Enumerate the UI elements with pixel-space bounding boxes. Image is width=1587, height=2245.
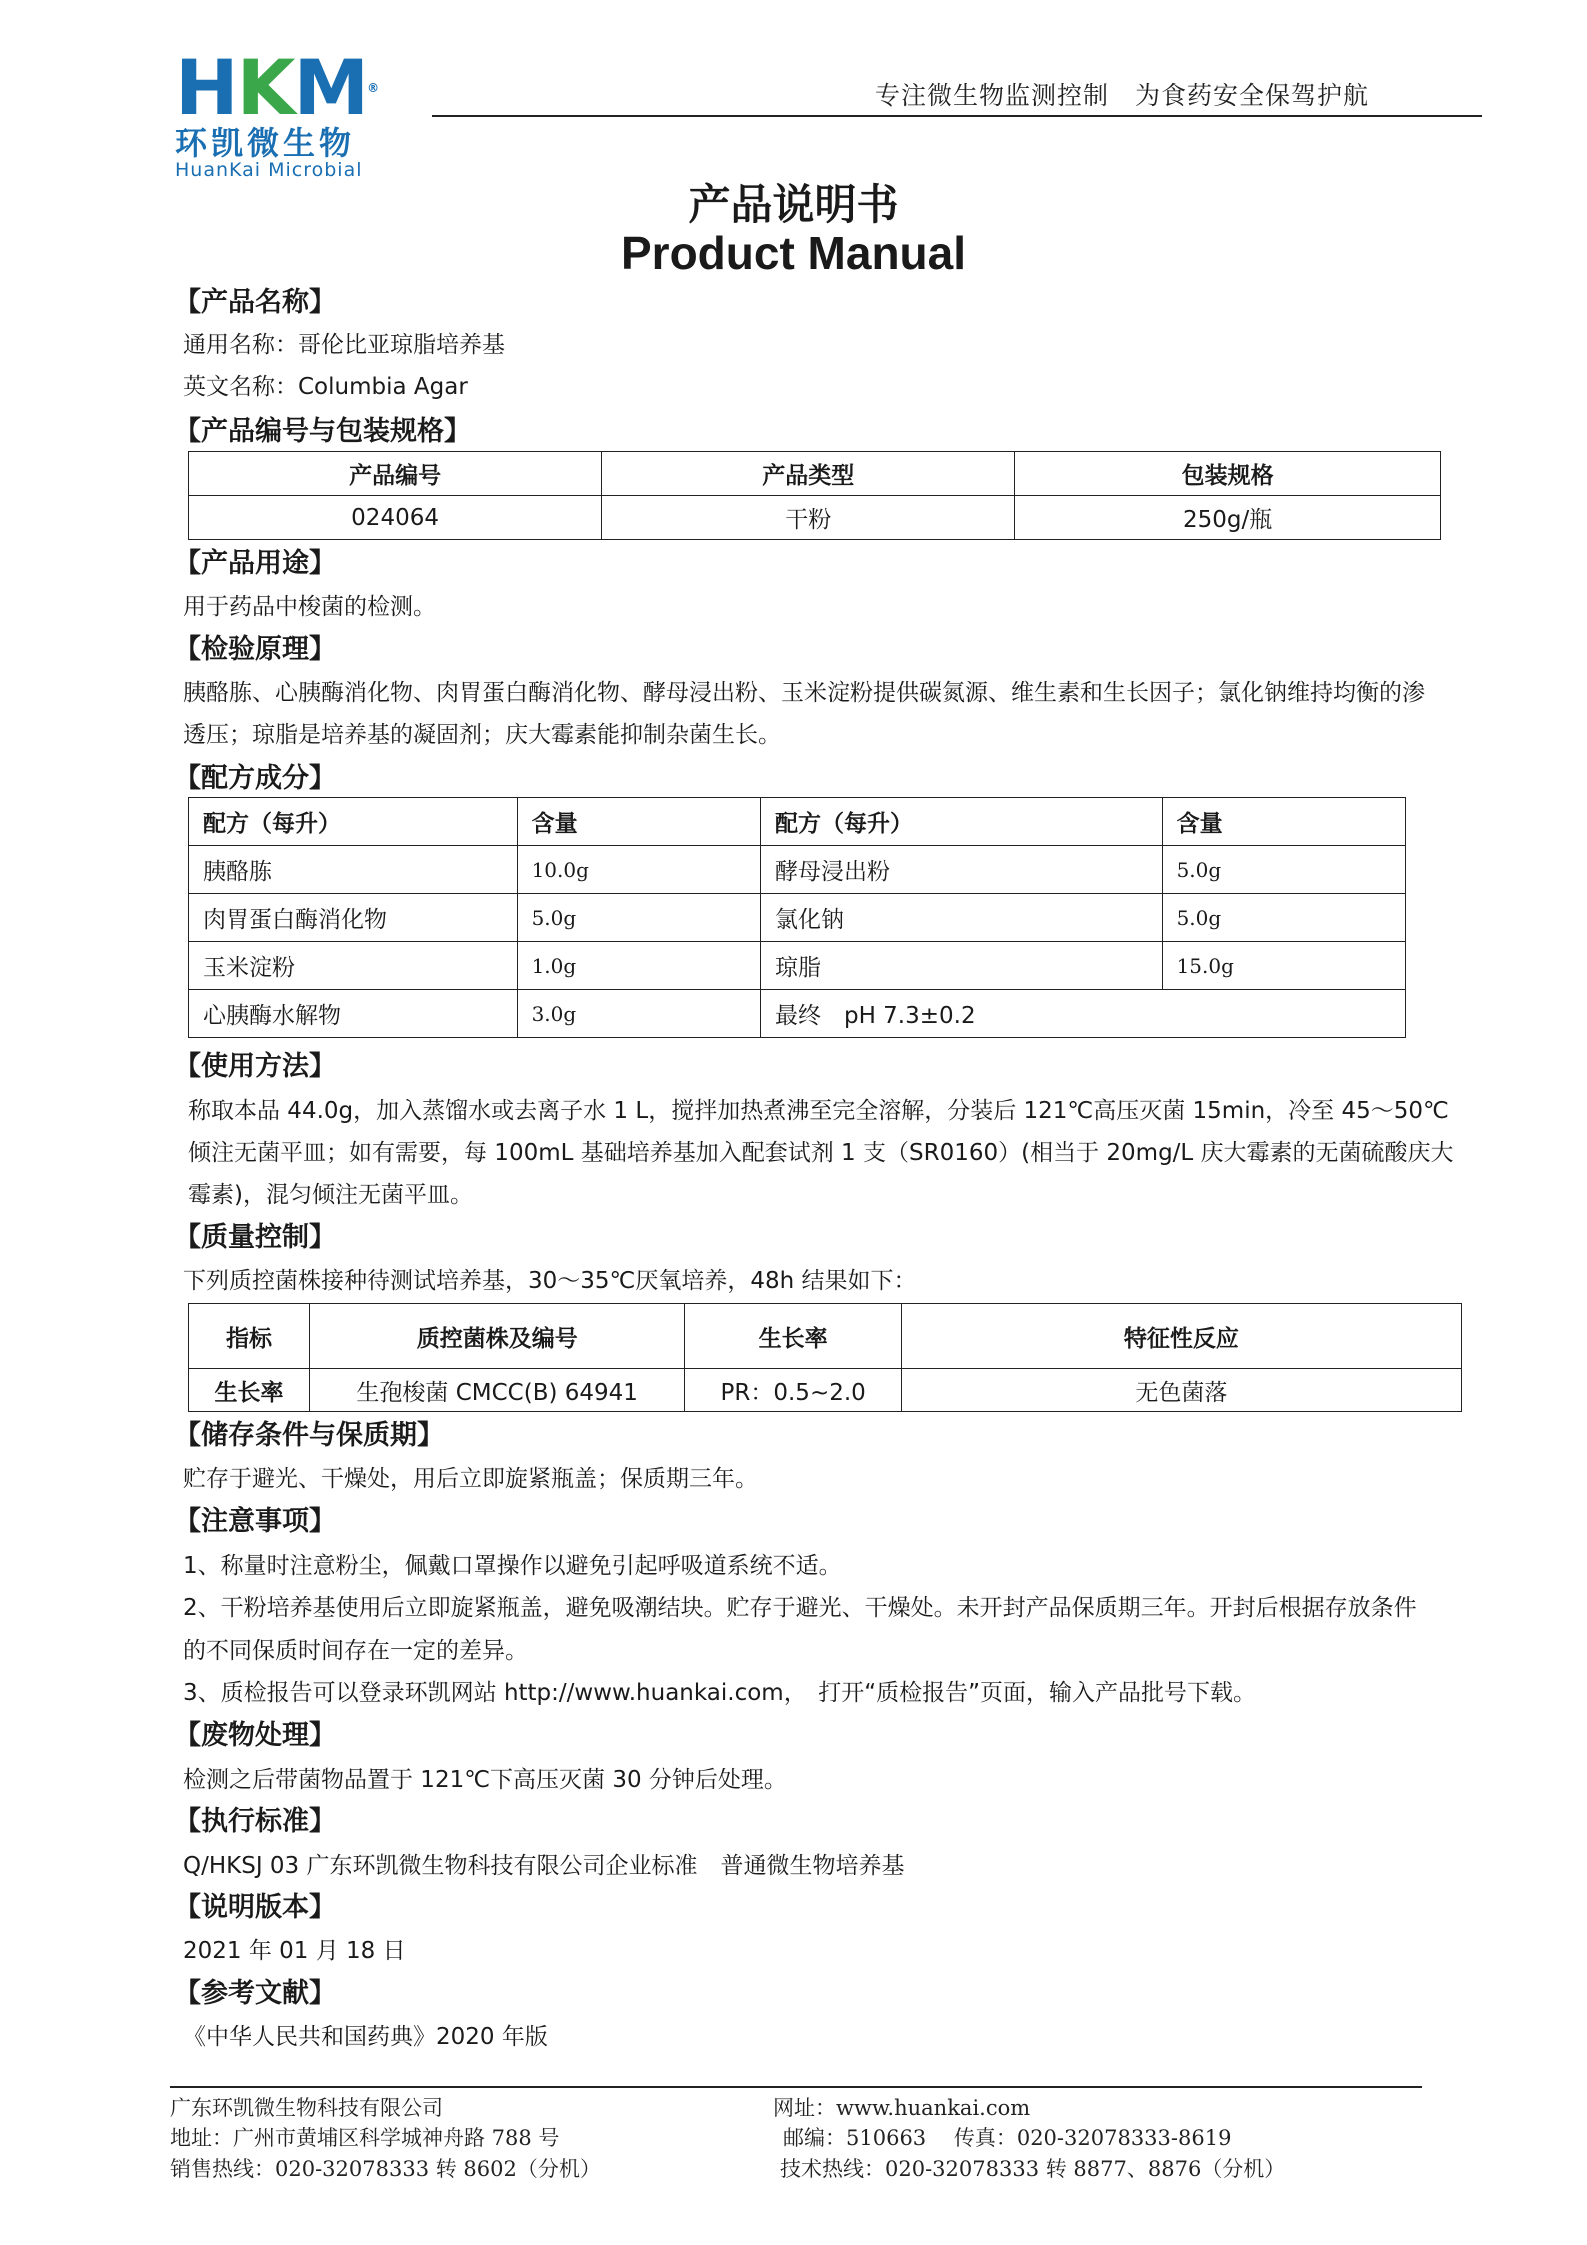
table-header-row (189, 452, 1441, 496)
section-heading-standard: 【执行标准】 (174, 1806, 336, 1837)
storage-text: 贮存于避光、干燥处，用后立即旋紧瓶盖；保质期三年。 (183, 1466, 758, 1492)
package-size: 250g/瓶 (1015, 496, 1441, 540)
table-header-cell: 指标 (189, 1304, 310, 1369)
table-row (189, 846, 1406, 894)
note-line: 的不同保质时间存在一定的差异。 (183, 1638, 528, 1664)
method-text-line: 霉素)，混匀倾注无菌平皿。 (188, 1182, 473, 1208)
table-row (189, 942, 1406, 990)
ingredient: 琼脂 (760, 942, 1162, 990)
footer-sales-hotline: 销售热线：020-32078333 转 8602（分机） (170, 2157, 601, 2181)
product-spec-table (188, 451, 1441, 540)
amount: 15.0g (1162, 942, 1405, 990)
qc-intro: 下列质控菌株接种待测试培养基，30～35℃厌氧培养，48h 结果如下： (183, 1268, 917, 1294)
logo-mark: HKM® (175, 43, 378, 132)
header-divider (432, 115, 1482, 117)
ingredient: 胰酪胨 (189, 846, 518, 894)
footer-divider (170, 2086, 1422, 2088)
amount: 3.0g (517, 990, 760, 1038)
product-type: 干粉 (602, 496, 1015, 540)
logo-chinese-name: 环凯微生物 (175, 124, 356, 162)
section-heading-formula: 【配方成分】 (174, 763, 336, 794)
principle-text-line: 胰酪胨、心胰酶消化物、肉胃蛋白酶消化物、酵母浸出粉、玉米淀粉提供碳氮源、维生素和生长因子；氯化钠维持均衡的渗 (183, 680, 1425, 706)
table-row (189, 990, 1406, 1038)
qc-indicator: 生长率 (189, 1369, 310, 1412)
section-heading-version: 【说明版本】 (174, 1892, 336, 1923)
final-ph: 最终 pH 7.3±0.2 (760, 990, 1405, 1038)
note-line: 3、质检报告可以登录环凯网站 http://www.huankai.com， 打开“质检报告”页面，输入产品批号下载。 (183, 1680, 1257, 1706)
table-header-cell: 产品编号 (189, 452, 602, 496)
amount: 5.0g (1162, 894, 1405, 942)
table-header-row (189, 798, 1406, 846)
qc-strain: 生孢梭菌 CMCC(B) 64941 (309, 1369, 685, 1412)
section-heading-reference: 【参考文献】 (174, 1978, 336, 2009)
table-header-cell: 配方（每升） (189, 798, 518, 846)
principle-text-line: 透压；琼脂是培养基的凝固剂；庆大霉素能抑制杂菌生长。 (183, 722, 781, 748)
amount: 5.0g (1162, 846, 1405, 894)
amount: 1.0g (517, 942, 760, 990)
section-heading-storage: 【储存条件与保质期】 (174, 1420, 444, 1451)
reference-text: 《中华人民共和国药典》2020 年版 (183, 2024, 548, 2050)
table-header-cell: 含量 (1162, 798, 1405, 846)
version-text: 2021 年 01 月 18 日 (183, 1938, 406, 1964)
method-text-line: 称取本品 44.0g，加入蒸馏水或去离子水 1 L，搅拌加热煮沸至完全溶解，分装后 121℃高压灭菌 15min，冷至 45～50℃ (188, 1098, 1449, 1124)
section-heading-method: 【使用方法】 (174, 1051, 336, 1082)
section-heading-waste: 【废物处理】 (174, 1720, 336, 1751)
table-header-cell: 含量 (517, 798, 760, 846)
table-header-row (189, 1304, 1462, 1369)
footer-company: 广东环凯微生物科技有限公司 (170, 2096, 443, 2120)
product-code: 024064 (189, 496, 602, 540)
formula-table (188, 797, 1406, 1038)
ingredient: 酵母浸出粉 (760, 846, 1162, 894)
footer-postcode-fax: 邮编：510663 传真：020-32078333-8619 (783, 2126, 1232, 2150)
section-heading-usage: 【产品用途】 (174, 548, 336, 579)
common-name: 通用名称：哥伦比亚琼脂培养基 (183, 332, 505, 358)
table-header-cell: 生长率 (685, 1304, 901, 1369)
english-name: 英文名称：Columbia Agar (183, 374, 468, 400)
logo-english-name: HuanKai Microbial (175, 159, 363, 181)
table-header-cell: 产品类型 (602, 452, 1015, 496)
note-line: 1、称量时注意粉尘，佩戴口罩操作以避免引起呼吸道系统不适。 (183, 1553, 842, 1579)
table-header-cell: 特征性反应 (901, 1304, 1461, 1369)
quality-control-table (188, 1303, 1462, 1412)
section-heading-quality-control: 【质量控制】 (174, 1222, 336, 1253)
table-row (189, 496, 1441, 540)
amount: 10.0g (517, 846, 760, 894)
document-title-chinese: 产品说明书 (688, 180, 899, 229)
standard-text: Q/HKSJ 03 广东环凯微生物科技有限公司企业标准 普通微生物培养基 (183, 1853, 905, 1879)
table-header-cell: 质控菌株及编号 (309, 1304, 685, 1369)
ingredient: 氯化钠 (760, 894, 1162, 942)
method-text-line: 倾注无菌平皿；如有需要，每 100mL 基础培养基加入配套试剂 1 支（SR0160）(相当于 20mg/L 庆大霉素的无菌硫酸庆大 (188, 1140, 1454, 1166)
company-logo (175, 43, 435, 181)
ingredient: 肉胃蛋白酶消化物 (189, 894, 518, 942)
usage-text: 用于药品中梭菌的检测。 (183, 594, 436, 620)
ingredient: 玉米淀粉 (189, 942, 518, 990)
section-heading-principle: 【检验原理】 (174, 634, 336, 665)
qc-growth-rate: PR：0.5~2.0 (685, 1369, 901, 1412)
footer-tech-hotline: 技术热线：020-32078333 转 8877、8876（分机） (780, 2157, 1286, 2181)
section-heading-product-spec: 【产品编号与包装规格】 (174, 416, 471, 447)
footer-address: 地址：广州市黄埔区科学城神舟路 788 号 (170, 2126, 560, 2150)
table-row (189, 894, 1406, 942)
waste-text: 检测之后带菌物品置于 121℃下高压灭菌 30 分钟后处理。 (183, 1767, 787, 1793)
amount: 5.0g (517, 894, 760, 942)
section-heading-notes: 【注意事项】 (174, 1506, 336, 1537)
table-header-cell: 包装规格 (1015, 452, 1441, 496)
document-title-english: Product Manual (620, 227, 967, 279)
footer-website: 网址：www.huankai.com (773, 2096, 1031, 2120)
qc-reaction: 无色菌落 (901, 1369, 1461, 1412)
header-slogan: 专注微生物监测控制 为食药安全保驾护航 (875, 81, 1370, 110)
ingredient: 心胰酶水解物 (189, 990, 518, 1038)
table-row (189, 1369, 1462, 1412)
table-header-cell: 配方（每升） (760, 798, 1162, 846)
section-heading-product-name: 【产品名称】 (174, 287, 336, 318)
note-line: 2、干粉培养基使用后立即旋紧瓶盖，避免吸潮结块。贮存于避光、干燥处。未开封产品保质期三年。开封后根据存放条件 (183, 1595, 1417, 1621)
